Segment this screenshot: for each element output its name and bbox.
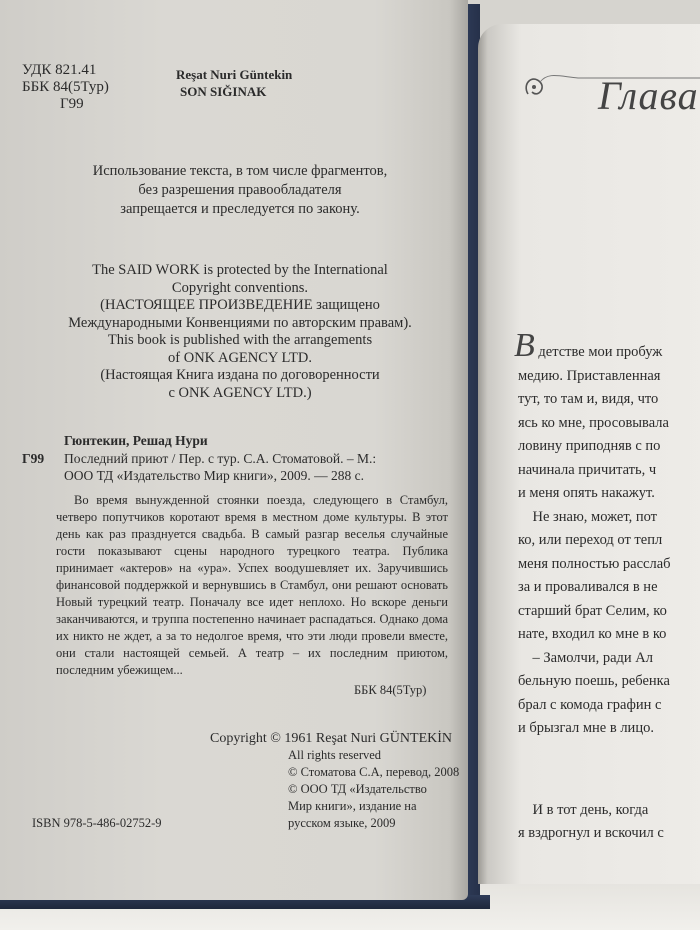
text-line: я вздрогнул и вскочил с: [518, 825, 664, 841]
rights-line: русском языке, 2009: [288, 816, 396, 830]
bbk-line: ББК 84(5Тур): [22, 79, 109, 95]
notice-line: запрещается и преследуется по закону.: [120, 201, 360, 217]
rights-block: [210, 730, 459, 832]
biblio-line: Последний приют / Пер. с тур. С.А. Стоматовой. – М.:: [64, 450, 377, 466]
isbn: ISBN 978-5-486-02752-9: [32, 816, 162, 830]
text-line: бельную поешь, ребенка: [518, 673, 670, 689]
usage-notice: [40, 162, 440, 219]
copyright-line: Международными Конвенциями по авторским правам).: [68, 314, 412, 331]
text-line: нате, входил ко мне в ко: [518, 626, 667, 642]
text-line: И в тот день, когда: [518, 801, 649, 818]
text-line: и брызгал мне в лицо.: [518, 720, 654, 736]
text-line: – Замолчи, ради Ал: [518, 649, 654, 666]
notice-line: без разрешения правообладателя: [138, 182, 342, 198]
copyright-line: of ONK AGENCY LTD.: [168, 349, 312, 366]
annotation-text: Во время вынужденной стоянки поезда, следующего в Стамбул, четверо попутчиков коротают время в местном доме культуры. В этот день как раз празднуется свадьба. В самый разгар веселья случайные гости показывают сцены народного турецкого театра. Публика принимает «актеров» на «ура». Успех воодушевляет их. Заручившись финансовой поддержкой и вернувшись в Стамбул, они решают основать Новый турецкий театр. Поначалу все идет неплохо. Но вскоре деньги заканчиваются, и труппа постепенно начинает распадаться. Однако дома их никто не ждет, а за то недолгое время, что эти люди провели вместе, они стали настоящей семьей. А театр – их последним приютом, последним убежищем...: [56, 493, 448, 677]
text-line: старший брат Селим, ко: [518, 602, 667, 619]
rights-line: Copyright © 1961 Reşat Nuri GÜNTEKİN: [210, 731, 452, 746]
copyright-line: Copyright conventions.: [171, 279, 309, 296]
chapter-text: [514, 327, 700, 846]
text-line: Не знаю, может, пот: [518, 508, 658, 525]
bibliographic-record: [22, 432, 452, 485]
text-line: и меня опять накажут.: [518, 485, 655, 501]
drop-cap: В: [514, 327, 535, 364]
copyright-notice: [40, 262, 440, 402]
copyright-line: The SAID WORK is protected by the International: [92, 262, 388, 278]
chapter-heading: Глава: [598, 73, 699, 118]
original-title: SON SIĞINAK: [180, 84, 267, 99]
original-title-block: [176, 66, 292, 100]
text-line: ловину приподняв с по: [518, 438, 661, 454]
biblio-line: ООО ТД «Издательство Мир книги», 2009. — 288 с.: [64, 468, 365, 483]
text-line: начинала причитать, ч: [518, 461, 657, 478]
text-line: медию. Приставленная: [518, 367, 661, 384]
biblio-author: Гюнтекин, Решад Нури: [64, 433, 208, 448]
notice-line: Использование текста, в том числе фрагментов,: [92, 163, 388, 179]
rights-line: Мир книги», издание на: [288, 799, 417, 813]
rights-line: All rights reserved: [288, 748, 382, 762]
text-line: ясь ко мне, просовывала: [518, 414, 669, 431]
udc-line: УДК 821.41: [22, 62, 97, 78]
right-page: [478, 24, 700, 884]
copyright-line: (НАСТОЯЩЕЕ ПРОИЗВЕДЕНИЕ защищено: [100, 297, 380, 313]
text-line: меня полностью расслаб: [518, 555, 671, 572]
copyright-line: с ONK AGENCY LTD.): [168, 384, 312, 401]
text-line: брал с комода графин с: [518, 696, 662, 713]
udc-codes: [22, 62, 109, 113]
text-line: тут, то там и, видя, что: [518, 391, 659, 407]
copyright-line: This book is published with the arrangements: [107, 332, 373, 348]
copyright-line: (Настоящая Книга издана по договоренности: [100, 367, 380, 383]
author-mark: Г99: [60, 96, 84, 112]
rights-line: © ООО ТД «Издательство: [288, 782, 427, 796]
text-line: за и проваливался в не: [518, 579, 658, 595]
bbk-code: ББК 84(5Тур): [354, 683, 427, 697]
paragraph-gap: [518, 741, 700, 799]
original-author: Reşat Nuri Güntekin: [176, 67, 293, 82]
text-line: ко, или переход от тепл: [518, 532, 663, 548]
rights-line: © Стоматова С.А, перевод, 2008: [288, 765, 460, 779]
text-line: В детстве мои пробуж: [514, 327, 663, 364]
biblio-code: Г99: [22, 450, 45, 466]
